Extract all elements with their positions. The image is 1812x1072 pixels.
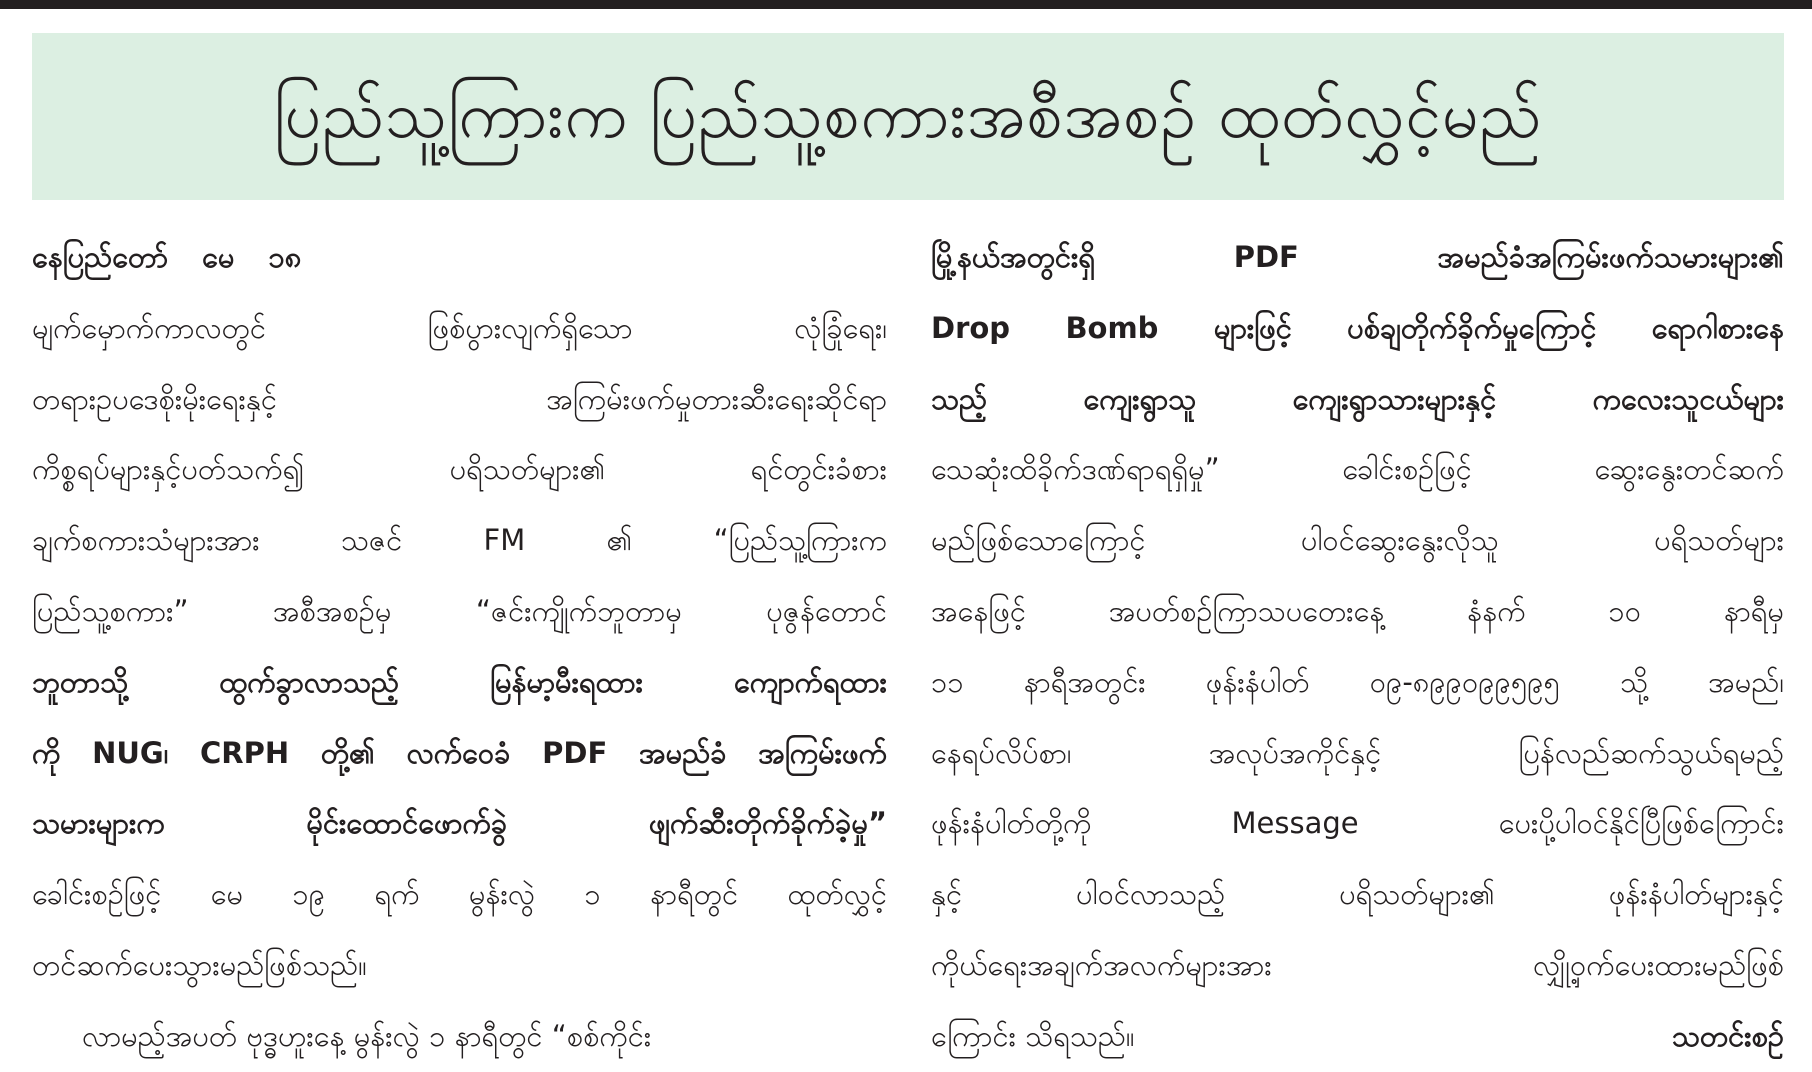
body-text-line: ကိုယ်ရေးအချက်အလက်များအား လျှို့ဝှက်ပေးထားမည်ဖြစ်: [931, 947, 1784, 982]
dateline-day: ၁၈: [268, 240, 302, 274]
body-text-line: သမားများက မိုင်းထောင်ဖောက်ခွဲ ဖျက်ဆီးတိုက်ခိုက်ခဲ့မှု”: [32, 806, 887, 841]
dateline-month: မေ: [202, 240, 235, 274]
body-text-line: ဘူတာသို့ ထွက်ခွာလာသည့် မြန်မာ့မီးရထား ကျောက်ရထား: [32, 664, 887, 699]
left-column-body: [32, 293, 887, 1072]
body-text-line: Drop Bomb များဖြင့် ပစ်ချတိုက်ခိုက်မှုကြောင့် ရောဂါစားနေ: [931, 310, 1784, 345]
body-text-line: မြို့နယ်အတွင်းရှိ PDF အမည်ခံအကြမ်းဖက်သမားများ၏: [931, 240, 1784, 274]
body-text-line: သည့် ကျေးရွာသူ ကျေးရွာသားများနှင့် ကလေးသူငယ်များ: [931, 381, 1784, 416]
body-text-line: ၁၁ နာရီအတွင်း ဖုန်းနံပါတ် ၀၉-၈၉၉၀၉၉၅၉၅ သို့ အမည်၊: [931, 664, 1784, 699]
body-text-line: မျက်မှောက်ကာလတွင် ဖြစ်ပွားလျက်ရှိသော လုံခြုံရေး၊: [32, 310, 887, 345]
body-text-line: ကိစ္စရပ်များနှင့်ပတ်သက်၍ ပရိသတ်များ၏ ရင်တွင်းခံစား: [32, 452, 887, 487]
top-rule: [0, 0, 1812, 9]
body-text-line: ပြည်သူ့စကား” အစီအစဉ်မှ “ဇင်းကျိုက်ဘူတာမှ ပုဇွန်တောင်: [32, 593, 887, 628]
body-text-line: နှင့် ပါဝင်လာသည့် ပရိသတ်များ၏ ဖုန်းနံပါတ်များနှင့်: [931, 877, 1784, 912]
dateline: [32, 222, 887, 293]
left-column: [32, 222, 887, 1053]
headline-band: [32, 33, 1784, 200]
closing-row: [931, 1001, 1784, 1072]
body-text-line: နေရပ်လိပ်စာ၊ အလုပ်အကိုင်နှင့် ပြန်လည်ဆက်သွယ်ရမည့်: [931, 735, 1784, 770]
body-text-line: ဖုန်းနံပါတ်တို့ကို Message ပေးပို့ပါဝင်နိုင်ပြီဖြစ်ကြောင်း: [931, 806, 1784, 841]
body-text-line: ချက်စကားသံများအား သဇင် FM ၏ “ပြည်သူ့ကြားက: [32, 523, 887, 558]
body-text-line: မည်ဖြစ်သောကြောင့် ပါဝင်ဆွေးနွေးလိုသူ ပရိသတ်များ: [931, 523, 1784, 558]
right-column-body: [931, 222, 1784, 1001]
headline: ပြည်သူ့ကြားက ပြည်သူ့စကားအစီအစဉ် ထုတ်လွှင့်မည်: [273, 79, 1543, 154]
body-text-line: သေဆုံးထိခိုက်ဒဏ်ရာရရှိမှု” ခေါင်းစဉ်ဖြင့် ဆွေးနွေးတင်ဆက်: [931, 452, 1784, 487]
dateline-place: နေပြည်တော်: [32, 240, 169, 274]
body-text-line: တရားဥပဒေစိုးမိုးရေးနှင့် အကြမ်းဖက်မှုတားဆီးရေးဆိုင်ရာ: [32, 381, 887, 416]
body-text-line: ခေါင်းစဉ်ဖြင့် မေ ၁၉ ရက် မွန်းလွဲ ၁ နာရီတွင် ထုတ်လွှင့်: [32, 877, 887, 912]
body-text-line: လာမည့်အပတ် ဗုဒ္ဓဟူးနေ့ မွန်းလွဲ ၁ နာရီတွင် “စစ်ကိုင်း: [82, 1018, 652, 1053]
closing-line: ကြောင်း သိရသည်။: [931, 1018, 1135, 1053]
body-text-line: ကို NUG၊ CRPH တို့၏ လက်ဝေခံ PDF အမည်ခံ အကြမ်းဖက်: [32, 735, 887, 770]
body-text-line: တင်ဆက်ပေးသွားမည်ဖြစ်သည်။: [32, 947, 367, 982]
byline: သတင်းစဉ်: [1671, 1018, 1784, 1053]
right-column: [931, 222, 1784, 1053]
body-text-line: အနေဖြင့် အပတ်စဉ်ကြာသပတေးနေ့ နံနက် ၁၀ နာရီမှ: [931, 593, 1784, 628]
